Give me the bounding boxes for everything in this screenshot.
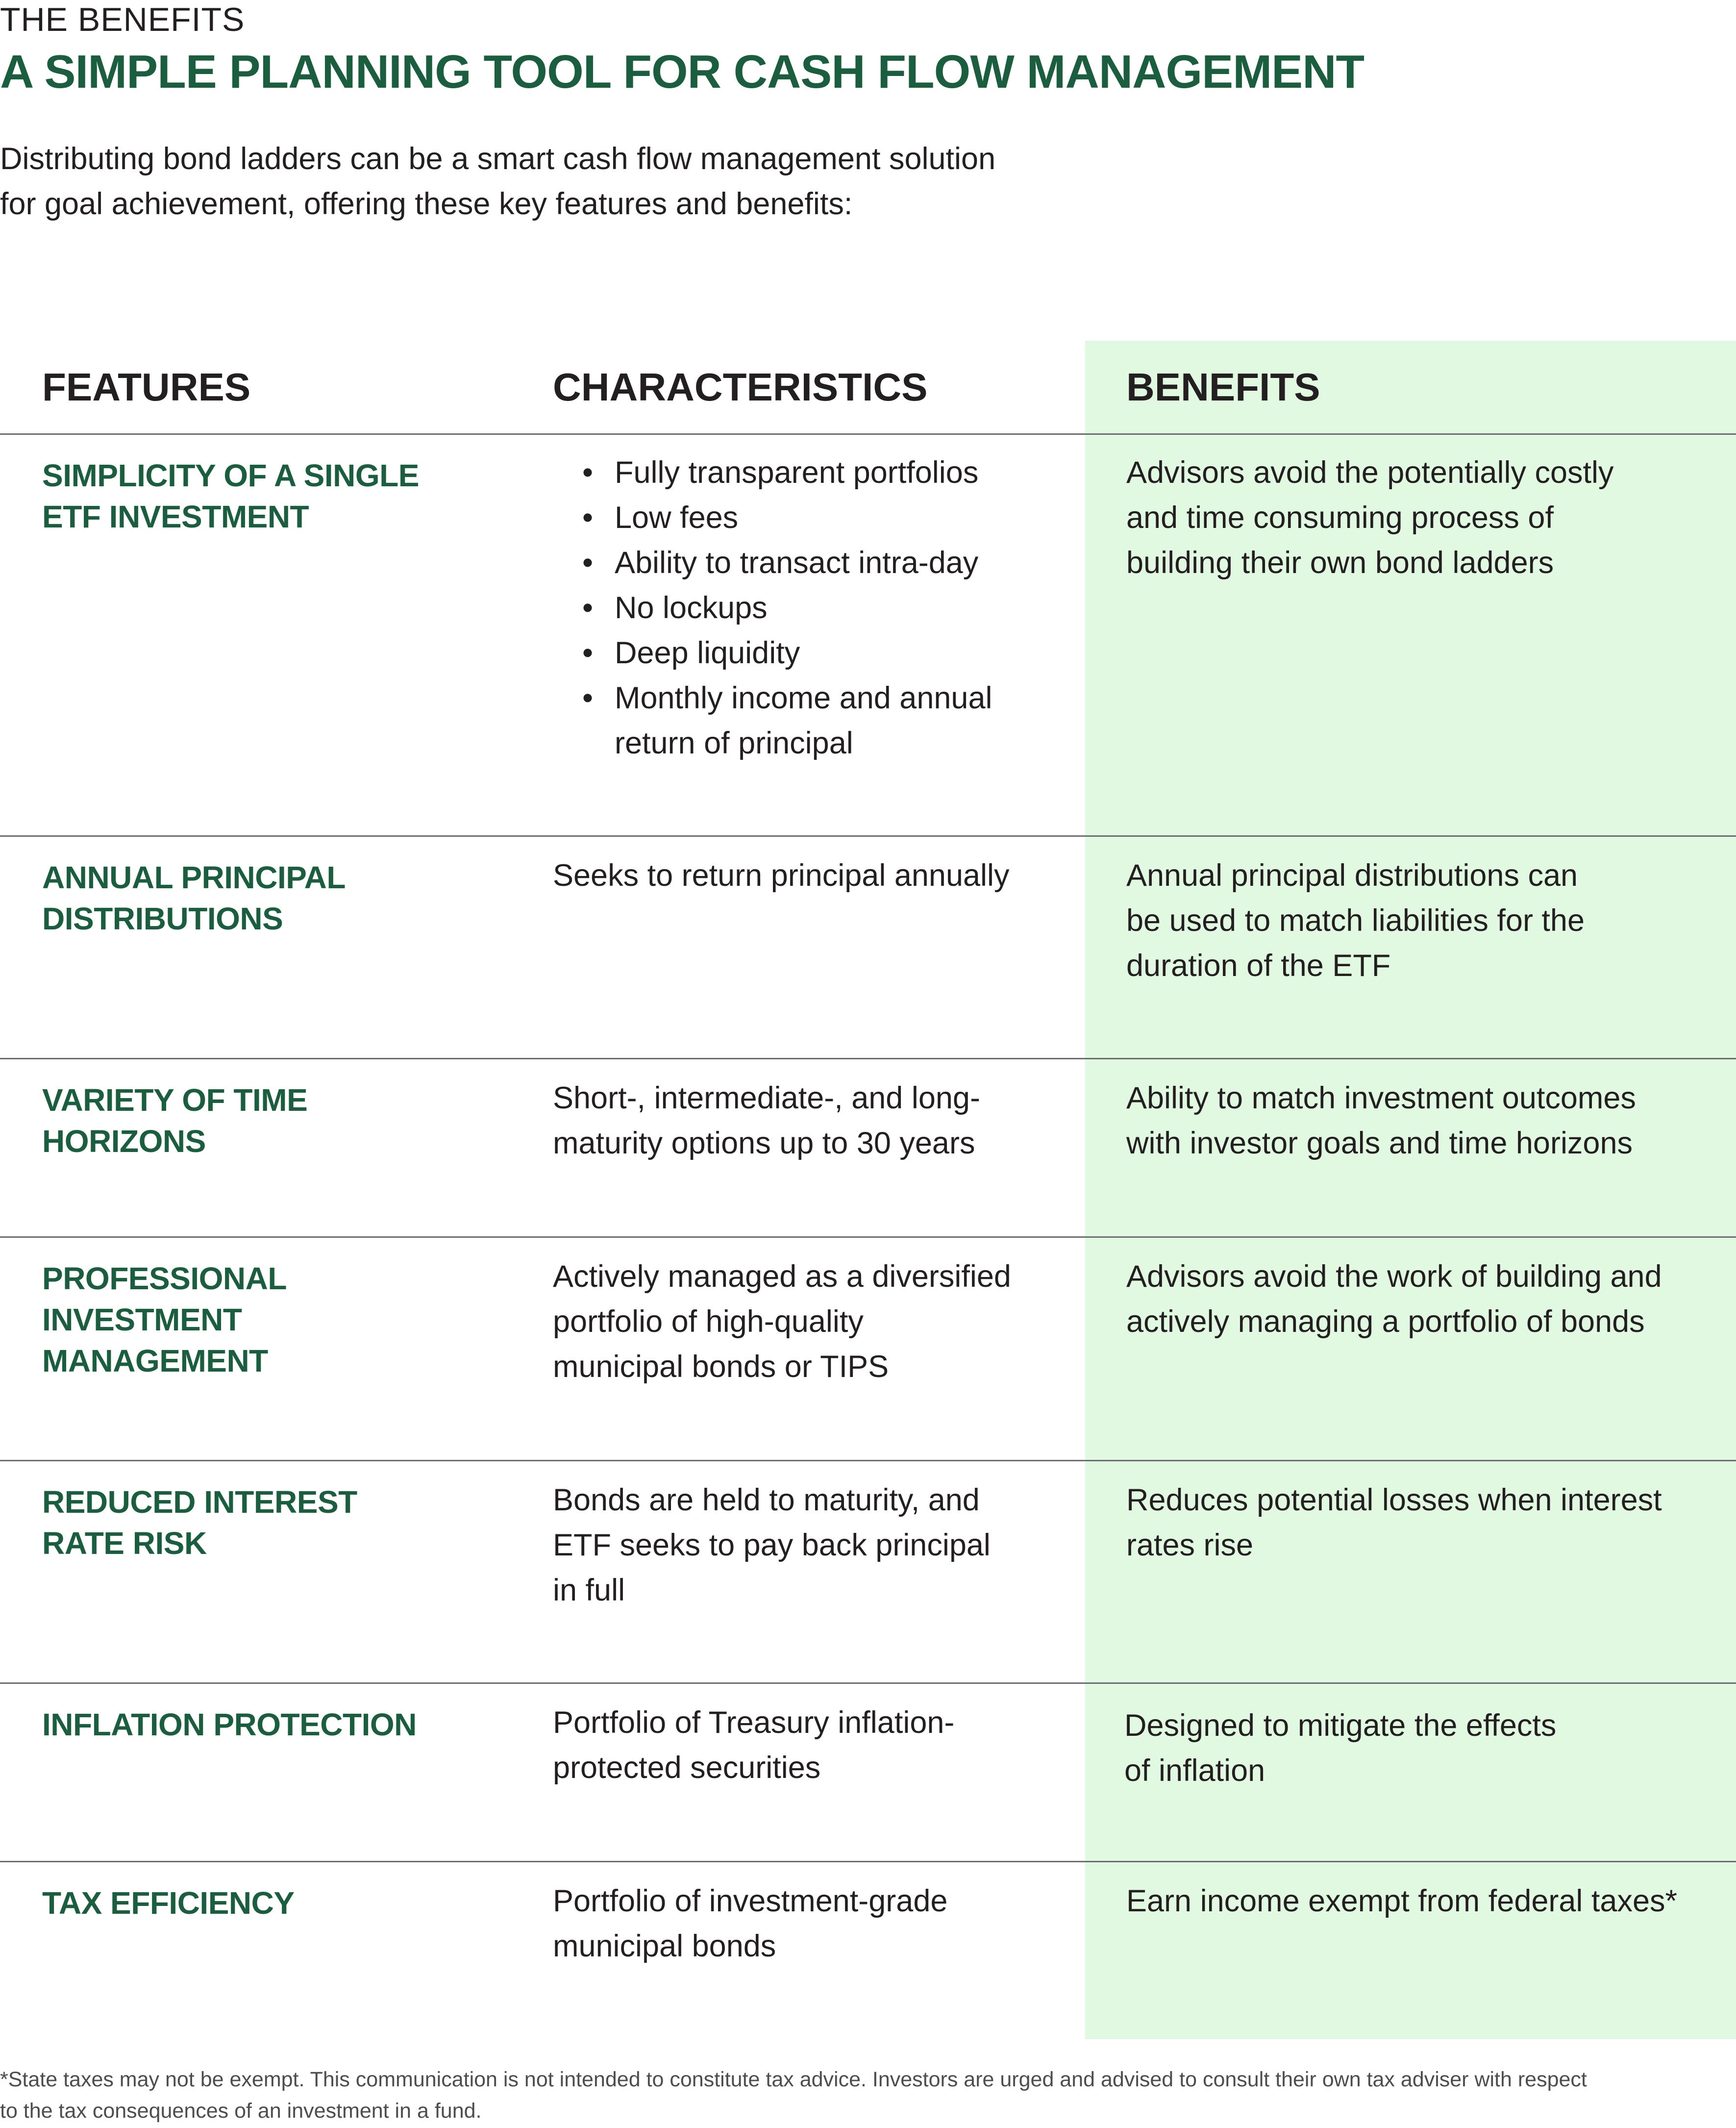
- characteristic-interest-rate-risk: [553, 1477, 1063, 1613]
- footnote-line: *State taxes may not be exempt. This communication is not intended to constitute tax advice. Investors are urged and advised to consult their own tax adviser with respect: [0, 2068, 1587, 2091]
- characteristic-professional-management: [553, 1254, 1063, 1389]
- characteristic-line: protected securities: [553, 1751, 821, 1785]
- row-divider: [0, 1682, 1736, 1684]
- bullet-text: Low fees: [615, 501, 739, 535]
- column-header-characteristics: CHARACTERISTICS: [553, 365, 928, 409]
- characteristic-annual-principal: [553, 853, 1063, 898]
- feature-inflation-protection: [42, 1704, 532, 1745]
- bullet-text: Ability to transact intra-day: [615, 546, 979, 580]
- characteristic-line: Portfolio of Treasury inflation-: [553, 1705, 955, 1740]
- feature-line: MANAGEMENT: [42, 1343, 268, 1378]
- feature-line: INFLATION PROTECTION: [42, 1707, 417, 1742]
- feature-interest-rate-risk: [42, 1481, 532, 1564]
- row-divider: [0, 1236, 1736, 1238]
- characteristic-line: Portfolio of investment-grade: [553, 1884, 948, 1918]
- bullet-icon: •: [582, 455, 594, 490]
- intro-line: Distributing bond ladders can be a smart cash flow management solution: [0, 142, 996, 176]
- bullet-text: Deep liquidity: [615, 636, 800, 670]
- bullet-text: No lockups: [615, 591, 768, 625]
- characteristic-line: maturity options up to 30 years: [553, 1126, 975, 1160]
- characteristic-line: municipal bonds: [553, 1929, 776, 1963]
- benefit-line: Advisors avoid the work of building and: [1126, 1259, 1662, 1294]
- row-divider: [0, 433, 1736, 435]
- feature-line: SIMPLICITY OF A SINGLE: [42, 458, 419, 493]
- bullet-text-continued: return of principal: [615, 726, 853, 760]
- benefit-line: Reduces potential losses when interest: [1126, 1483, 1662, 1517]
- benefit-line: be used to match liabilities for the: [1126, 903, 1585, 938]
- feature-tax-efficiency: [42, 1882, 532, 1924]
- characteristic-line: ETF seeks to pay back principal: [553, 1528, 991, 1562]
- column-header-benefits: BENEFITS: [1126, 365, 1320, 409]
- bullet-icon: •: [582, 591, 594, 625]
- benefit-line: with investor goals and time horizons: [1126, 1126, 1633, 1160]
- benefit-line: Annual principal distributions can: [1126, 858, 1578, 893]
- feature-line: INVESTMENT: [42, 1302, 242, 1337]
- characteristic-line: Actively managed as a diversified: [553, 1259, 1011, 1294]
- characteristic-tax-efficiency: [553, 1878, 1063, 1969]
- characteristic-line: municipal bonds or TIPS: [553, 1350, 889, 1384]
- feature-line: PROFESSIONAL: [42, 1261, 287, 1296]
- feature-line: REDUCED INTEREST: [42, 1484, 357, 1520]
- list-item: [577, 630, 1058, 676]
- characteristic-line: Bonds are held to maturity, and: [553, 1483, 980, 1517]
- benefit-professional-management: [1126, 1254, 1714, 1344]
- benefit-line: of inflation: [1124, 1753, 1265, 1788]
- benefit-tax-efficiency: [1126, 1878, 1714, 1924]
- bullet-icon: •: [582, 681, 594, 715]
- characteristic-line: in full: [553, 1573, 625, 1607]
- list-item: [577, 585, 1058, 630]
- footnote: [0, 2064, 1725, 2127]
- list-item: [577, 495, 1058, 540]
- row-divider: [0, 1460, 1736, 1461]
- feature-professional-management: [42, 1258, 532, 1381]
- benefit-line: actively managing a portfolio of bonds: [1126, 1304, 1645, 1339]
- footnote-line: to the tax consequences of an investment in a fund.: [0, 2099, 482, 2123]
- row-divider: [0, 1861, 1736, 1862]
- benefit-line: Advisors avoid the potentially costly: [1126, 455, 1614, 490]
- bullet-icon: •: [582, 501, 594, 535]
- characteristic-line: Seeks to return principal annually: [553, 858, 1010, 893]
- benefit-interest-rate-risk: [1126, 1477, 1714, 1568]
- characteristic-line: portfolio of high-quality: [553, 1304, 864, 1339]
- bullet-text: Monthly income and annual: [615, 681, 992, 715]
- feature-line: VARIETY OF TIME: [42, 1082, 308, 1118]
- benefit-line: Earn income exempt from federal taxes*: [1126, 1884, 1678, 1918]
- benefit-line: and time consuming process of: [1126, 501, 1554, 535]
- row-divider: [0, 1058, 1736, 1059]
- characteristics-bullet-list: [577, 450, 1058, 766]
- benefit-inflation-protection: [1124, 1703, 1712, 1793]
- list-item: [577, 676, 1058, 766]
- benefit-line: building their own bond ladders: [1126, 546, 1554, 580]
- feature-line: ANNUAL PRINCIPAL: [42, 860, 346, 895]
- intro-paragraph: [0, 136, 1127, 226]
- characteristic-line: Short-, intermediate-, and long-: [553, 1081, 980, 1115]
- feature-line: RATE RISK: [42, 1526, 207, 1561]
- page-title: A SIMPLE PLANNING TOOL FOR CASH FLOW MANAGEMENT: [0, 46, 1364, 98]
- feature-line: HORIZONS: [42, 1124, 206, 1159]
- section-eyebrow: THE BENEFITS: [0, 1, 245, 38]
- benefit-time-horizons: [1126, 1076, 1714, 1166]
- bullet-text: Fully transparent portfolios: [615, 455, 979, 490]
- bullet-icon: •: [582, 636, 594, 670]
- characteristic-inflation-protection: [553, 1700, 1063, 1790]
- benefit-line: Ability to match investment outcomes: [1126, 1081, 1636, 1115]
- row-divider: [0, 835, 1736, 837]
- benefit-line: Designed to mitigate the effects: [1124, 1708, 1557, 1743]
- benefit-line: duration of the ETF: [1126, 949, 1391, 983]
- intro-line: for goal achievement, offering these key features and benefits:: [0, 187, 853, 221]
- bullet-icon: •: [582, 546, 594, 580]
- characteristic-time-horizons: [553, 1076, 1063, 1166]
- feature-time-horizons: [42, 1079, 532, 1162]
- benefit-annual-principal: [1126, 853, 1714, 988]
- list-item: [577, 540, 1058, 585]
- benefit-line: rates rise: [1126, 1528, 1254, 1562]
- column-header-features: FEATURES: [42, 365, 251, 409]
- feature-annual-principal: [42, 857, 532, 939]
- feature-line: ETF INVESTMENT: [42, 499, 309, 534]
- feature-simplicity: [42, 455, 532, 537]
- feature-line: TAX EFFICIENCY: [42, 1885, 295, 1921]
- feature-line: DISTRIBUTIONS: [42, 901, 283, 936]
- list-item: [577, 450, 1058, 495]
- benefit-simplicity: [1126, 450, 1714, 585]
